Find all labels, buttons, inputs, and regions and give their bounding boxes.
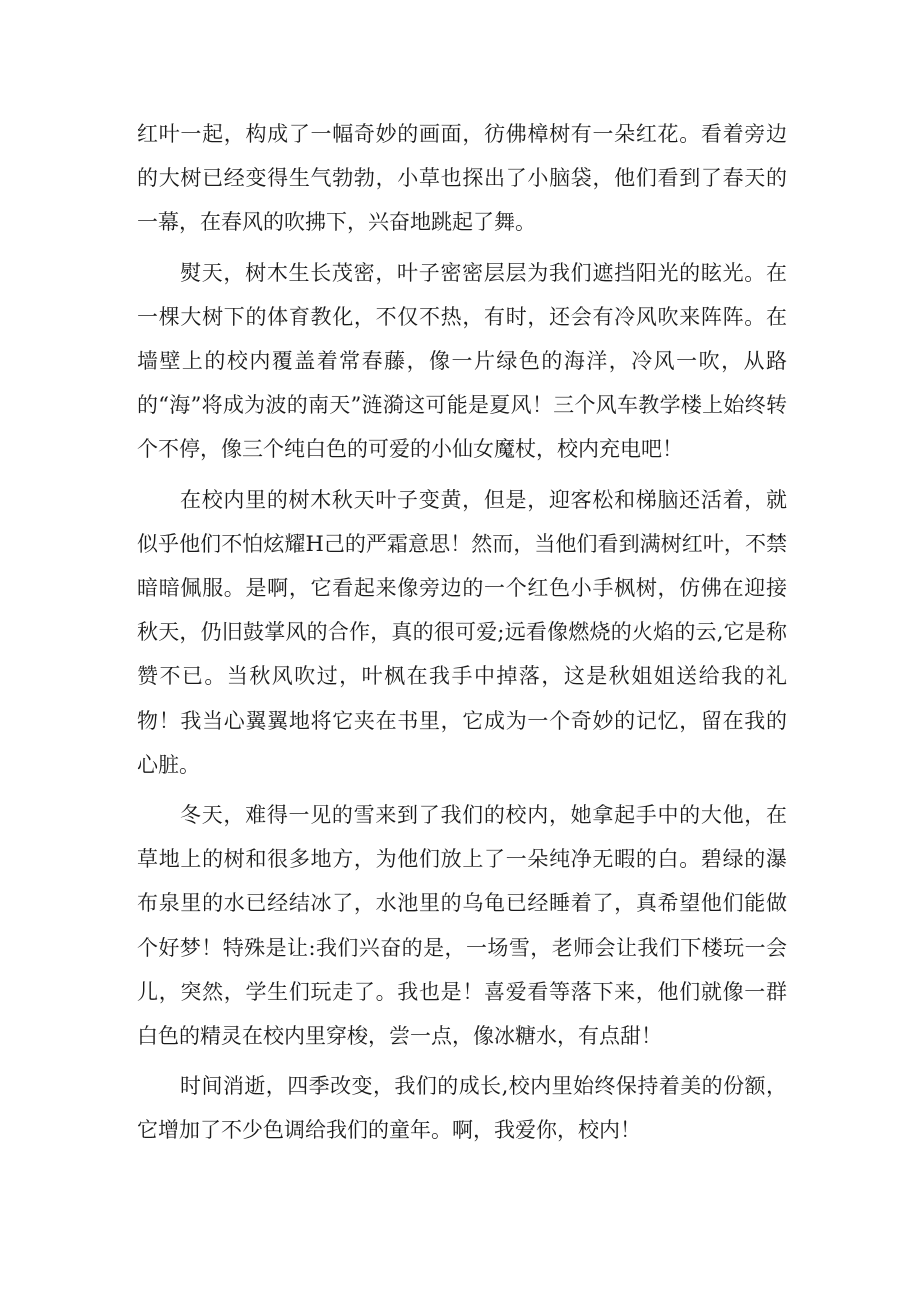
paragraph-summer: 熨天，树木生长茂密，叶子密密层层为我们遮挡阳光的眩光。在一棵大树下的体育教化，不仅不热，有时，还会有冷风吹来阵阵。在墙壁上的校内覆盖着常春藤，像一片绿色的海洋，冷风一吹，从路的“海”将成为波的南天”涟漪这可能是夏风！三个风车教学楼上始终转个不停，像三个纯白色的可爱的小仙女魔杖，校内充电吧！ — [137, 260, 787, 462]
essay-body — [137, 112, 787, 1159]
paragraph-spring-continued: 红叶一起，构成了一幅奇妙的画面，彷佛樟树有一朵红花。看着旁边的大树已经变得生气勃勃，小草也探出了小脑袋，他们看到了春天的一幕，在春风的吹拂下，兴奋地跳起了舞。 — [137, 122, 787, 235]
paragraph-autumn: 在校内里的树木秋天叶子变黄，但是，迎客松和梯脑还活着，就似乎他们不怕炫耀H己的严霜意思！然而，当他们看到满树红叶，不禁暗暗佩服。是啊，它看起来像旁边的一个红色小手枫树，仿佛在迎接秋天，仍旧鼓掌风的合作，真的很可爱;远看像燃烧的火焰的云,它是称赞不已。当秋风吹过，叶枫在我手中掉落，这是秋姐姐送给我的礼物！我当心翼翼地将它夹在书里，它成为一个奇妙的记忆，留在我的心脏。 — [137, 487, 787, 777]
paragraph-conclusion: 时间消逝，四季改变，我们的成长,校内里始终保持着美的份额，它增加了不少色调给我们的童年。啊，我爱你，校内！ — [137, 1074, 787, 1143]
paragraph-winter: 冬天，难得一见的雪来到了我们的校内，她拿起手中的大他，在草地上的树和很多地方，为他们放上了一朵纯净无暇的白。碧绿的瀑布泉里的水已经结冰了，水池里的乌龟已经睡着了，真希望他们能做个好梦！特殊是让:我们兴奋的是，一场雪，老师会让我们下楼玩一会儿，突然，学生们玩走了。我也是！喜爱看等落下来，他们就像一群白色的精灵在校内里穿梭，尝一点，像冰糖水，有点甜！ — [137, 803, 787, 1049]
